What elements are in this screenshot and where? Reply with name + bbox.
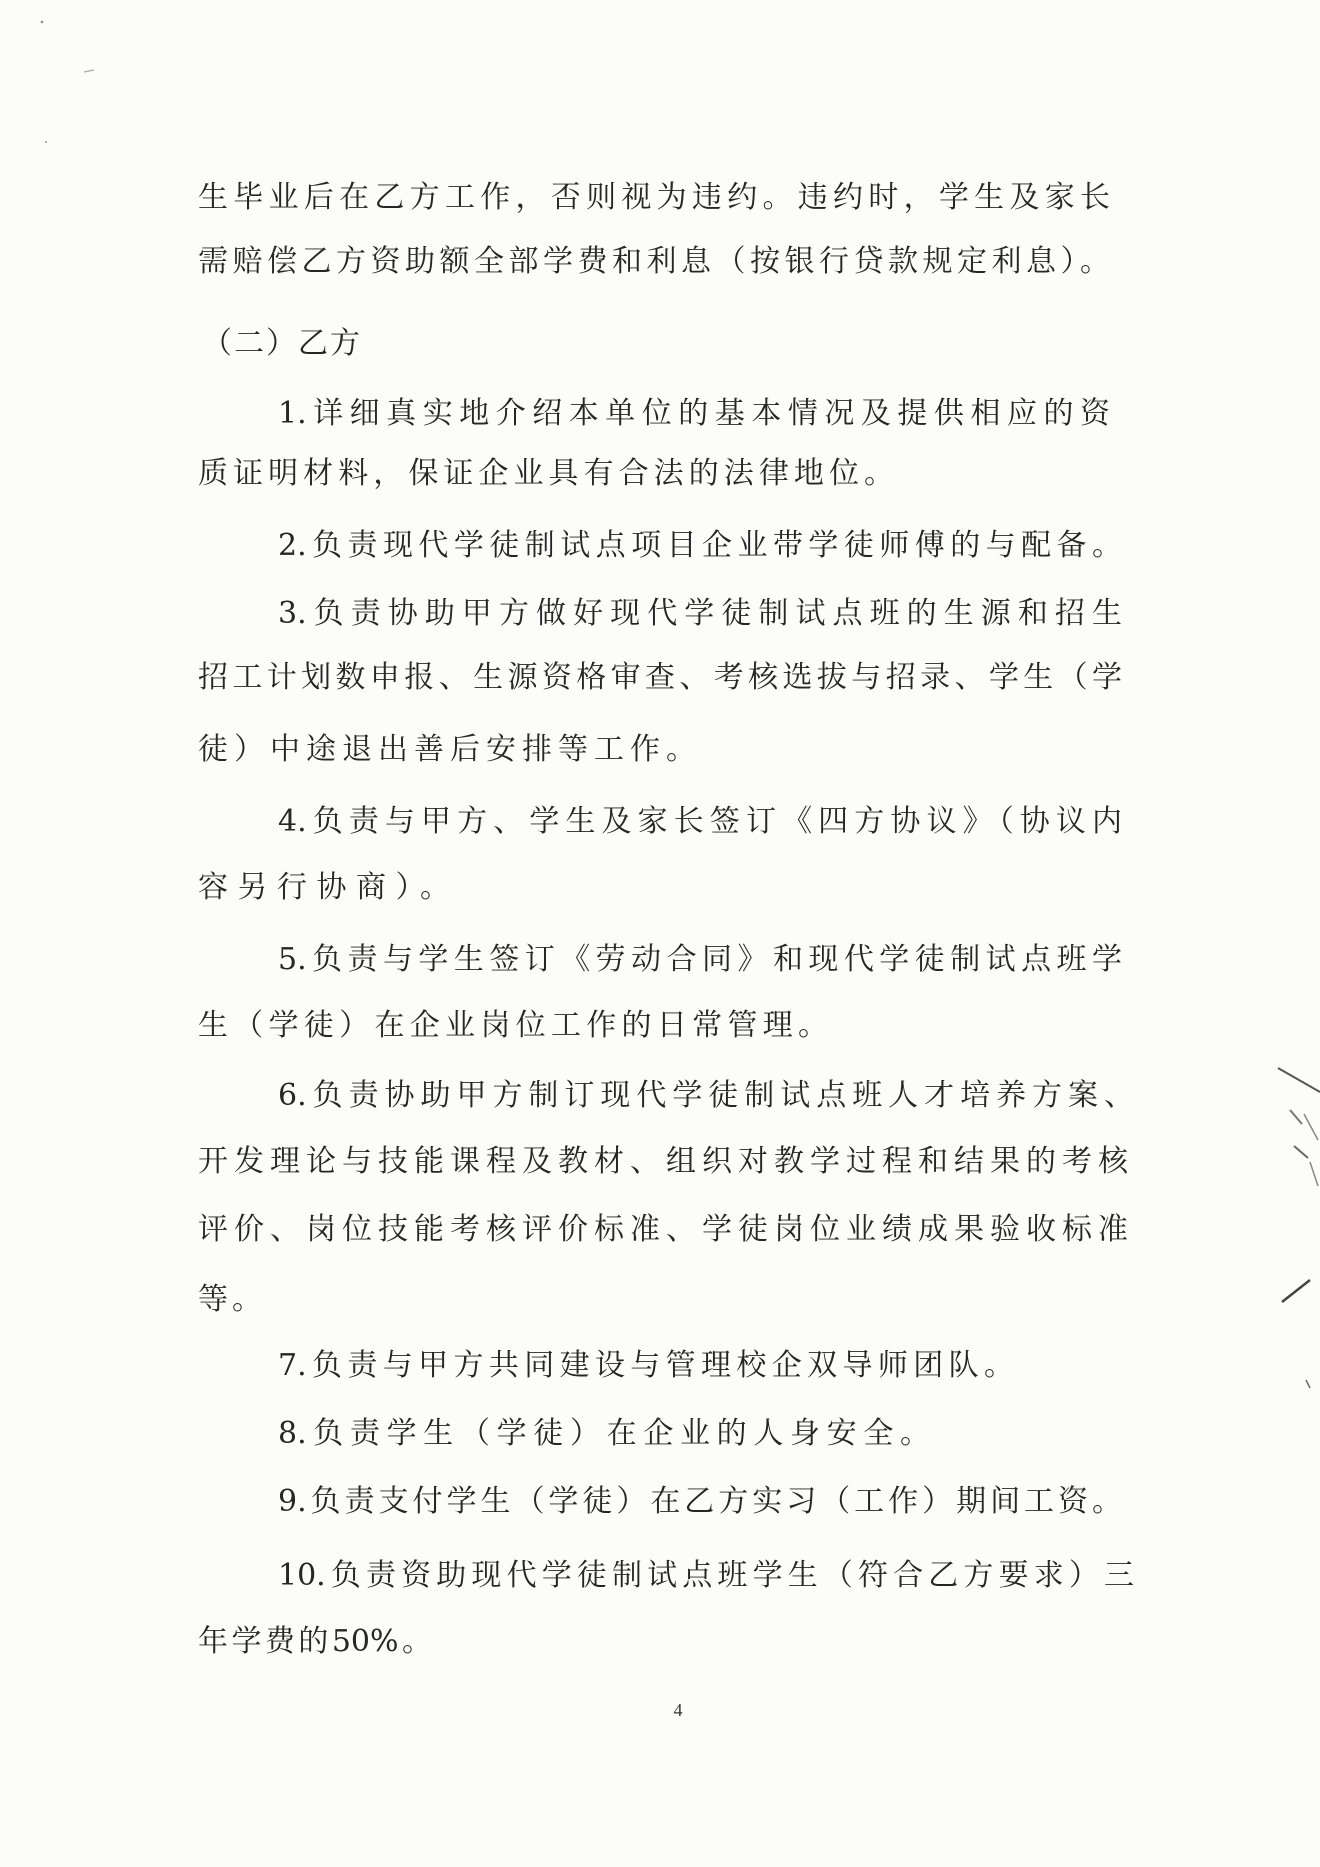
- text-line: 招工计划数申报、生源资格审查、考核选拔与招录、学生（学: [198, 660, 1122, 695]
- text-line: 6.负责协助甲方制订现代学徒制试点班人才培养方案、: [278, 1078, 1134, 1113]
- text-line: 评价、岗位技能考核评价标准、学徒岗位业绩成果验收标准: [198, 1212, 1128, 1247]
- text-line: 开发理论与技能课程及教材、组织对教学过程和结果的考核: [198, 1144, 1128, 1179]
- text-line: 需赔偿乙方资助额全部学费和利息（按银行贷款规定利息）。: [198, 244, 1110, 279]
- text-line: 徒）中途退出善后安排等工作。: [198, 732, 696, 767]
- text-line: 2.负责现代学徒制试点项目企业带学徒师傅的与配备。: [278, 528, 1122, 563]
- text-line: 生毕业后在乙方工作，否则视为违约。违约时，学生及家长: [198, 180, 1110, 215]
- text-line: 10.负责资助现代学徒制试点班学生（符合乙方要求）三: [278, 1558, 1134, 1593]
- text-line: 质证明材料，保证企业具有合法的法律地位。: [198, 456, 894, 491]
- section-heading: （二）乙方: [202, 326, 360, 361]
- text-line: 容另行协商）。: [198, 870, 450, 905]
- text-line: 生（学徒）在企业岗位工作的日常管理。: [198, 1008, 828, 1043]
- text-line: 1.详细真实地介绍本单位的基本情况及提供相应的资: [278, 396, 1110, 431]
- text-line: 等。: [198, 1282, 266, 1317]
- text-line: 3.负责协助甲方做好现代学徒制试点班的生源和招生: [278, 596, 1122, 631]
- text-line: 8.负责学生（学徒）在企业的人身安全。: [278, 1416, 930, 1451]
- text-line: 9.负责支付学生（学徒）在乙方实习（工作）期间工资。: [278, 1484, 1122, 1519]
- text-line: 4.负责与甲方、学生及家长签订《四方协议》（协议内: [278, 804, 1122, 839]
- text-line: 年学费的50%。: [198, 1624, 432, 1659]
- page-number: 4: [673, 1700, 683, 1720]
- text-line: 5.负责与学生签订《劳动合同》和现代学徒制试点班学: [278, 942, 1122, 977]
- text-line: 7.负责与甲方共同建设与管理校企双导师团队。: [278, 1348, 1014, 1383]
- binding-edge-marks: [1260, 1050, 1320, 1400]
- scan-speck-marks: [0, 0, 120, 160]
